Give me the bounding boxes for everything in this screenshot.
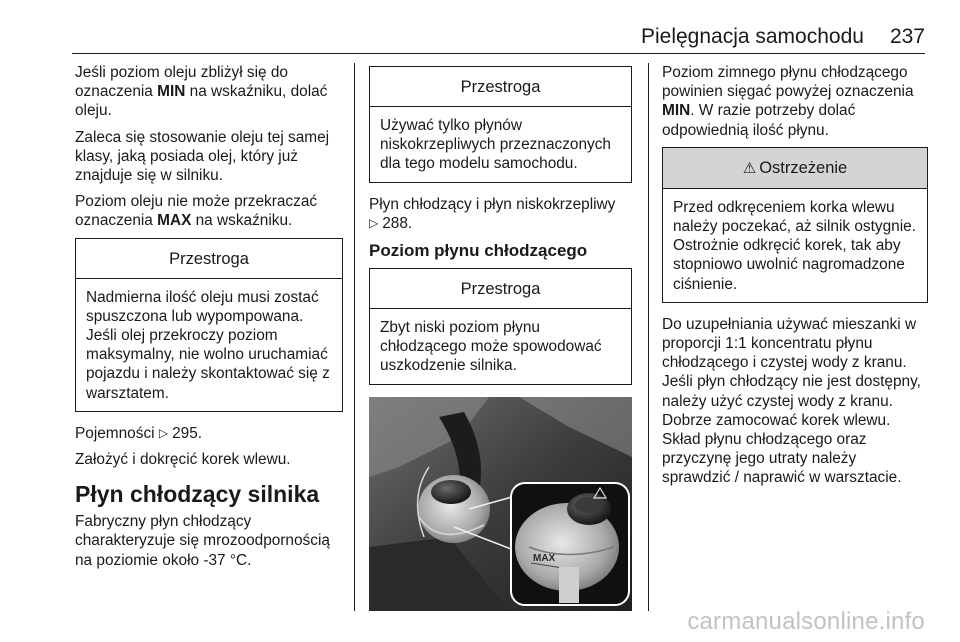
reference-arrow-icon: ▷: [369, 215, 379, 230]
caution-text: Używać tylko płynów niskokrzepliwych przeznaczonych dla tego modelu samochodu.: [380, 117, 611, 173]
column-divider-1: [354, 63, 355, 611]
min-mark: MIN: [157, 83, 186, 101]
page-reference-link[interactable]: 295.: [172, 424, 203, 442]
warning-box-hot-engine: [662, 147, 928, 303]
caution-title: Przestroga: [370, 269, 631, 309]
column-2: [369, 63, 632, 611]
coolant-reservoir-photo: [369, 397, 632, 611]
paragraph-coolant-factory: Fabryczny płyn chłodzący charakteryzuje się mrozoodpornością na poziomie około -37 °C.: [75, 513, 330, 569]
reference-arrow-icon: ▷: [158, 425, 169, 440]
paragraph-oil-class: Zaleca się stosowanie oleju tej samej klasy, jaką posiada olej, który już znajduje się w silniku.: [75, 128, 330, 185]
warning-triangle-icon: ⚠: [742, 159, 757, 177]
column-3: [662, 63, 928, 495]
caution-text: Zbyt niski poziom płynu chłodzącego może spowodować uszkodzenie silnika.: [380, 319, 602, 375]
chapter-title: Pielęgnacja samochodu: [640, 25, 864, 48]
watermark: carmanualsonline.info: [687, 608, 925, 635]
paragraph-coolant-reference: Płyn chłodzący i płyn niskokrzepliwy ▷ 288.: [369, 195, 616, 232]
section-heading-coolant: Płyn chłodzący silnika: [75, 481, 320, 508]
caution-text: Nadmierna ilość oleju musi zostać spuszczona lub wypompowana. Jeśli olej przekroczy poziom maksymalny, nie wolno uruchamiać pojazdu i należy skontaktować się z warsztatem.: [86, 288, 330, 402]
caution-title: Przestroga: [76, 239, 342, 279]
paragraph-cold-coolant: Poziom zimnego płynu chłodzącego powinien sięgać powyżej oznaczenia MIN. W razie potrzeby dolać odpowiednią ilość płynu.: [662, 64, 914, 139]
engine-bay-illustration: [369, 397, 632, 611]
column-1: [75, 63, 343, 577]
warning-text: Przed odkręceniem korka wlewu należy poczekać, aż silnik ostygnie. Ostrożnie odkręcić korek, tak aby stopniowo uwolnić nagromadzone ciśnienie.: [673, 198, 916, 293]
paragraph-capacities: Pojemności ▷ 295.: [75, 424, 203, 442]
page-number: 237: [889, 25, 925, 48]
max-label: MAX: [533, 552, 556, 564]
page-reference-link[interactable]: 288.: [382, 214, 413, 232]
column-divider-2: [648, 63, 649, 611]
min-mark: MIN: [662, 102, 691, 120]
warning-title: Ostrzeżenie: [759, 158, 848, 177]
paragraph-oil-min: Jeśli poziom oleju zbliżył się do oznaczenia MIN na wskaźniku, dolać oleju.: [75, 64, 328, 120]
page-header: [72, 22, 925, 54]
paragraph-coolant-mixture: Do uzupełniania używać mieszanki w proporcji 1:1 koncentratu płynu chłodzącego i czystej wody z kranu. Jeśli płyn chłodzący nie jest dostępny, należy użyć czystej wody z kranu. Dobrze zamocować korek wlewu. Skład płynu chłodzącego oraz przyczynę jego utraty należy sprawdzić / naprawić w warsztacie.: [662, 315, 921, 487]
caution-box-antifreeze: [369, 66, 632, 183]
paragraph-oil-max: Poziom oleju nie może przekraczać oznaczenia MAX na wskaźniku.: [75, 193, 318, 230]
paragraph-close-cap: Założyć i dokręcić korek wlewu.: [75, 451, 291, 469]
subsection-heading-coolant-level: Poziom płynu chłodzącego: [369, 241, 588, 261]
caution-box-low-coolant: [369, 268, 632, 385]
warning-title-row: [663, 148, 927, 189]
caution-box-oil: [75, 238, 343, 412]
caution-title: Przestroga: [370, 67, 631, 107]
max-mark: MAX: [157, 212, 192, 230]
